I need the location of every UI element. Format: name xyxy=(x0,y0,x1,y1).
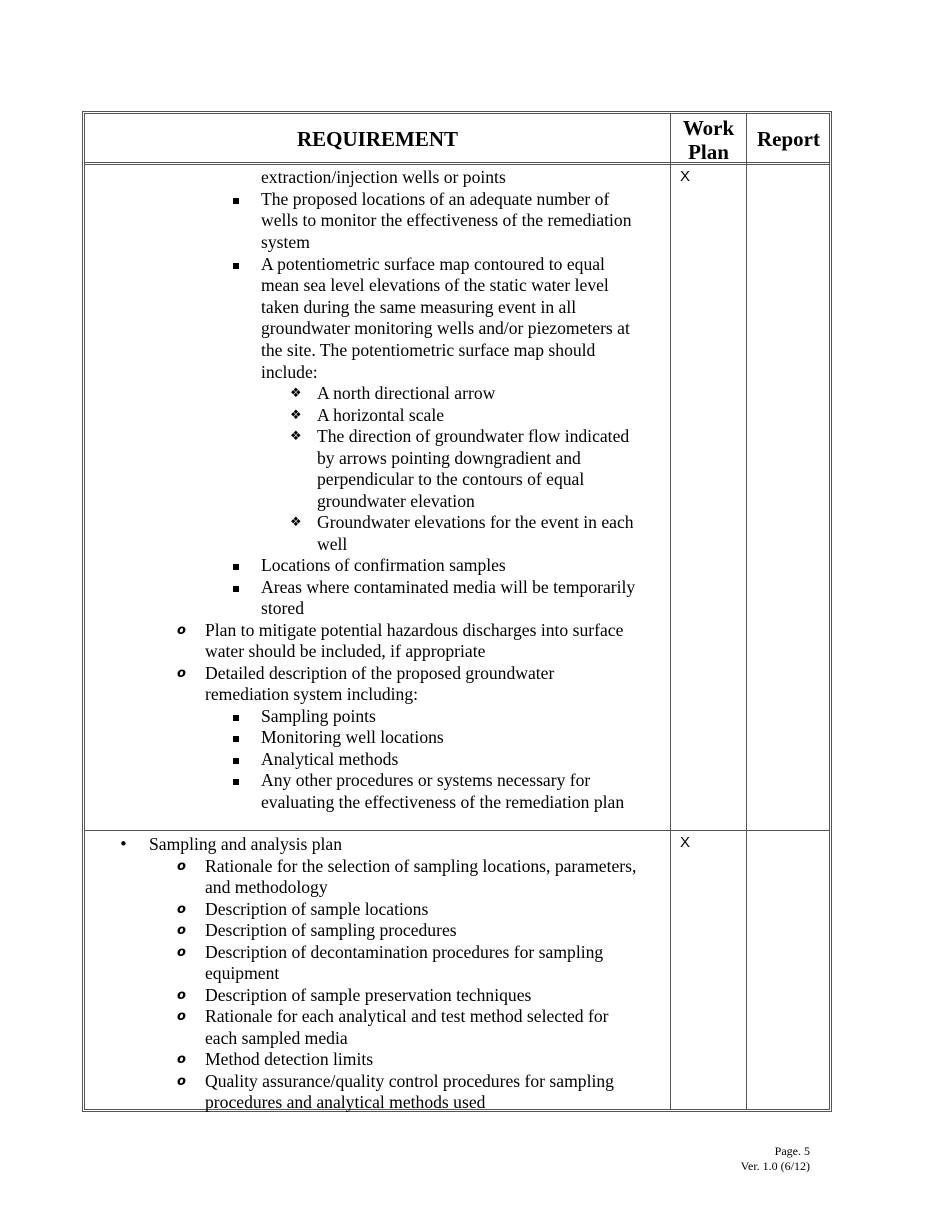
list-item: extraction/injection wells or points xyxy=(261,167,506,187)
list-item: Quality assurance/quality control procedures for sampling xyxy=(205,1071,614,1091)
list-item: and methodology xyxy=(205,877,328,897)
list-item: stored xyxy=(261,598,304,618)
square-bullet xyxy=(233,779,239,785)
list-item: Description of sampling procedures xyxy=(205,920,457,940)
list-item: equipment xyxy=(205,963,280,983)
square-bullet xyxy=(233,715,239,721)
list-item: Description of decontamination procedures for sampling xyxy=(205,942,604,962)
list-item: Groundwater elevations for the event in each xyxy=(317,512,634,532)
list-item: mean sea level elevations of the static water level xyxy=(261,275,609,295)
list-item: Any other procedures or systems necessary for xyxy=(261,770,591,790)
version-label: Ver. 1.0 (6/12) xyxy=(740,1159,810,1173)
page-footer xyxy=(741,1144,810,1174)
list-item: Rationale for the selection of sampling locations, parameters, xyxy=(205,856,637,876)
diamond-bullet: ❖ xyxy=(290,408,302,423)
diamond-bullet: ❖ xyxy=(290,429,302,444)
square-bullet xyxy=(233,198,239,204)
header-work-plan-line1: Work xyxy=(682,116,735,140)
row1-work-plan-mark: X xyxy=(680,168,691,185)
list-item: procedures and analytical methods used xyxy=(205,1092,486,1112)
square-bullet xyxy=(233,586,239,592)
list-item: A north directional arrow xyxy=(317,383,496,403)
list-item: Detailed description of the proposed groundwater xyxy=(205,663,555,683)
circle-bullet: o xyxy=(177,902,186,917)
list-item: Areas where contaminated media will be temporarily xyxy=(261,577,636,597)
diamond-bullet: ❖ xyxy=(290,515,302,530)
list-item: Locations of confirmation samples xyxy=(261,555,506,575)
list-item: Method detection limits xyxy=(205,1049,374,1069)
list-item: Sampling points xyxy=(261,706,376,726)
list-item: groundwater monitoring wells and/or piezometers at xyxy=(261,318,630,338)
list-item: taken during the same measuring event in all xyxy=(261,297,577,317)
page-number: Page. 5 xyxy=(774,1144,810,1158)
circle-bullet: o xyxy=(177,1009,186,1024)
list-item: perpendicular to the contours of equal xyxy=(317,469,585,489)
disc-bullet: • xyxy=(119,835,128,853)
list-item: the site. The potentiometric surface map should xyxy=(261,340,596,360)
square-bullet xyxy=(233,263,239,269)
list-item: remediation system including: xyxy=(205,684,419,704)
list-item: Plan to mitigate potential hazardous discharges into surface xyxy=(205,620,624,640)
list-item: The direction of groundwater flow indicated xyxy=(317,426,630,446)
list-item: Monitoring well locations xyxy=(261,727,444,747)
list-item: Description of sample locations xyxy=(205,899,429,919)
circle-bullet: o xyxy=(177,945,186,960)
requirements-table xyxy=(82,111,832,1112)
circle-bullet: o xyxy=(177,666,186,681)
square-bullet xyxy=(233,564,239,570)
circle-bullet: o xyxy=(177,1052,186,1067)
header-report: Report xyxy=(757,127,820,151)
list-item: groundwater elevation xyxy=(317,491,475,511)
row2-work-plan-mark: X xyxy=(680,834,691,851)
list-item: Description of sample preservation techniques xyxy=(205,985,532,1005)
diamond-bullet: ❖ xyxy=(290,386,302,401)
list-item: A potentiometric surface map contoured to equal xyxy=(261,254,605,274)
circle-bullet: o xyxy=(177,923,186,938)
circle-bullet: o xyxy=(177,859,186,874)
square-bullet xyxy=(233,758,239,764)
list-item: evaluating the effectiveness of the remediation plan xyxy=(261,792,625,812)
list-item: water should be included, if appropriate xyxy=(205,641,486,661)
column-divider xyxy=(746,114,747,1109)
list-item: well xyxy=(317,534,348,554)
list-item: A horizontal scale xyxy=(317,405,445,425)
square-bullet xyxy=(233,736,239,742)
list-item: Analytical methods xyxy=(261,749,399,769)
list-item: by arrows pointing downgradient and xyxy=(317,448,581,468)
header-requirement: REQUIREMENT xyxy=(296,127,459,151)
circle-bullet: o xyxy=(177,988,186,1003)
list-item: each sampled media xyxy=(205,1028,348,1048)
list-item: The proposed locations of an adequate number of xyxy=(261,189,610,209)
list-item: system xyxy=(261,232,310,252)
list-item: Rationale for each analytical and test method selected for xyxy=(205,1006,609,1026)
header-work-plan-line2: Plan xyxy=(688,140,729,164)
circle-bullet: o xyxy=(177,623,186,638)
list-item: include: xyxy=(261,362,318,382)
circle-bullet: o xyxy=(177,1074,186,1089)
list-item: Sampling and analysis plan xyxy=(149,834,343,854)
list-item: wells to monitor the effectiveness of the remediation xyxy=(261,210,632,230)
header-work-plan xyxy=(671,116,746,164)
column-divider xyxy=(670,114,671,1109)
row-divider xyxy=(85,830,829,831)
